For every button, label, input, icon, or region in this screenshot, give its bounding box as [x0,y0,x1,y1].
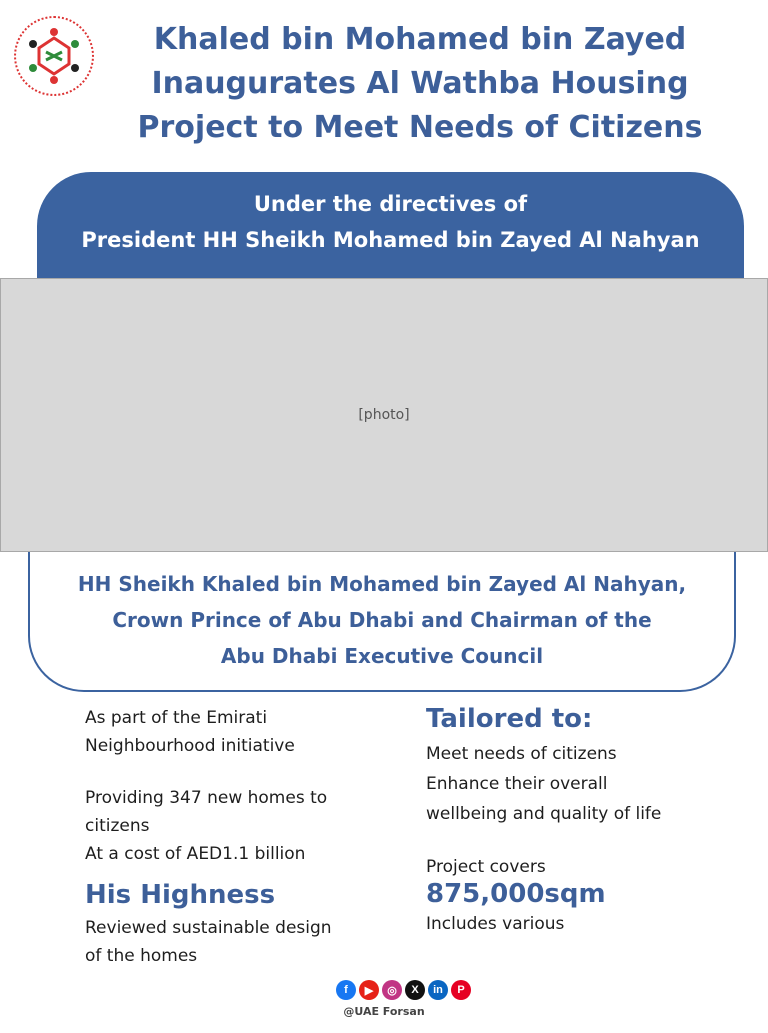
tailored-list [426,739,726,829]
homes-text [85,784,405,868]
headline-line: Khaled bin Mohamed bin Zayed [153,22,687,57]
headline [100,18,740,150]
facebook-icon[interactable]: f [336,980,356,1000]
social-handle: @UAE Forsan [343,1005,425,1018]
highness-line: Reviewed sustainable design [85,918,332,938]
headline-line: Inaugurates Al Wathba Housing [151,66,689,101]
homes-line: At a cost of AED1.1 billion [85,844,306,864]
photo-placeholder-label: [photo] [358,407,410,423]
highness-line: of the homes [85,946,198,966]
photo-caption [28,566,736,674]
project-covers-label: Project covers [426,857,546,877]
event-photo [0,278,768,552]
youtube-icon[interactable]: ▶ [359,980,379,1000]
uae-forsan-logo [14,16,94,96]
caption-line: HH Sheikh Khaled bin Mohamed bin Zayed Al Nahyan, [77,572,687,596]
tailored-item: Enhance their overall [426,774,608,794]
banner-line: President HH Sheikh Mohamed bin Zayed Al Nahyan [81,228,700,252]
initiative-line: As part of the Emirati [85,708,268,728]
includes-text: Includes various [426,914,565,934]
caption-line: Abu Dhabi Executive Council [220,644,544,668]
caption-line: Crown Prince of Abu Dhabi and Chairman of the [112,608,652,632]
initiative-text [85,704,405,760]
tailored-item: wellbeing and quality of life [426,804,662,824]
linkedin-icon[interactable]: in [428,980,448,1000]
headline-line: Project to Meet Needs of Citizens [137,110,703,145]
his-highness-heading: His Highness [85,880,276,910]
homes-line: citizens [85,816,150,836]
logo-figures-icon [24,26,84,86]
tailored-heading: Tailored to: [426,704,593,734]
banner-line: Under the directives of [253,192,528,216]
tailored-item: Meet needs of citizens [426,744,617,764]
x-icon[interactable]: X [405,980,425,1000]
directive-banner-text [37,186,744,258]
social-links [336,980,471,1000]
highness-text [85,914,405,970]
homes-line: Providing 347 new homes to [85,788,328,808]
project-area: 875,000sqm [426,879,606,909]
pinterest-icon[interactable]: P [451,980,471,1000]
initiative-line: Neighbourhood initiative [85,736,295,756]
instagram-icon[interactable]: ◎ [382,980,402,1000]
